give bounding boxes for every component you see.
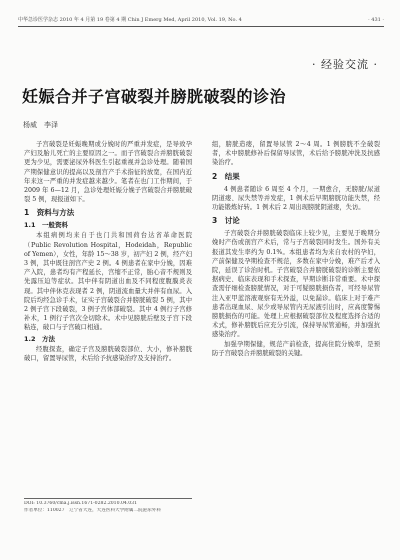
results-paragraph: 4 例患者随诊 6 周至 4 个月，一期愈合，无膀胱/尿道阴道瘘、尿失禁等并发症，1 例术后早期膀胱功能失禁，经功能锻炼好转。1 例术后 2 周出现膀胱阴道瘘，失访。 [212,185,380,212]
article-title: 妊娠合并子宫破裂并膀胱破裂的诊治 [22,87,287,106]
journal-citation-line: 中华急诊医学杂志 2010 年 4 月第 19 卷第 4 期 Chin J Emerg Med, April 2010, Vol. 19, No. 4 [18,17,242,23]
running-header [18,17,384,27]
subsection-heading-general-data: 1.1 一般资料 [24,221,69,230]
left-column [24,140,192,363]
right-column [212,140,380,358]
subsection-heading-methods: 1.2 方法 [24,334,56,343]
affiliation-line: 作者单位：110027 辽宁省大连，大连医科大学附属二院泌尿外科 [24,507,161,513]
section-heading-materials-methods: 1 资料与方法 [24,208,75,218]
section-heading-discussion: 3 讨论 [212,216,240,226]
intro-paragraph: 子宫破裂是妊娠晚期或分娩时的严重并发症，是导致孕产妇及胎儿死亡的主要原因之一。而子宫破裂合并膀胱破裂更为少见，需要泌尿外科医生引起重视并急诊处理。随着国产期保健意识的提高以及剖宫产手术指征的放宽，在国内近年来这一严重的并发症越来越少。笔者在也门工作期间，于 2009 年 6—12 月，急诊处理妊娠分娩子宫破裂合并膀胱破裂 5 例，现报道如下。 [24,141,192,204]
discussion-paragraph: 子宫破裂合并膀胱破裂临床上较少见，主要见于晚期分娩时产伤或剖宫产术后，常与子宫破裂同时发生。国外有关报道其发生率约为 0.1%。本组患者均为来自农村的孕妇，产前保健及孕期检查不规范，多数在家中分娩，难产后才入院，延误了诊治时机。子宫破裂合并膀胱破裂的诊断主要依据病史、临床表现和手术探查，早期诊断非常重要。术中探查需仔细检查膀胱情况，对于可疑膀胱损伤者，可经导尿管注入亚甲蓝溶液观察有无外溢，以免漏诊。临床上对于难产患者出现血尿、尿少或导尿管内无尿液引出时，应高度警惕膀胱损伤的可能。处理上应根据破裂部位及程度选择合适的术式，修补膀胱后应充分引流，保持导尿管通畅，并加强抗感染治疗。 [212,230,380,339]
methods-paragraph: 经腹探查，确定子宫及膀胱破裂部位、大小，修补膀胱破口，留置导尿管，术后给予抗感染治疗及支持治疗。 [24,345,192,362]
footnote [24,498,192,514]
methods-continued-paragraph: 组，膀胱造瘘，留置导尿管 2～4 周。1 例膀胱不全破裂者，术中膀胱修补后保留导尿管，术后给予膀胱冲洗及抗感染治疗。 [212,141,380,167]
section-label: · 经验交流 · [312,58,378,71]
doi-line: DOI: 10.3760/cma.j.issn.1671-0282.2010.04.031 [24,501,138,506]
discussion-paragraph-2: 加强孕期保健，规范产前检查，提高住院分娩率，是预防子宫破裂合并膀胱破裂的关键。 [212,340,380,357]
section-heading-results: 2 结果 [212,171,240,181]
article-authors: 杨威 李泽 [23,121,58,129]
general-data-paragraph: 本组病例均来自于也门共和国荷台达省革命医院（Public Revolution Hospital，Hodeidah，Republic of Yemen），女性，年龄 15～38 岁，初产妇 2 例，经产妇 3 例，其中既往剖宫产史 2 例。4 例患者在家中分娩，因难产入院，患者均有产程延长，宫缩不正常，胎心音不规则及先露压迫等症状。其中伴有阴道出血及不同程度腹膜炎表现。其中伴休克表现者 2 例，阴道流血量大并伴有血尿。入院后均经急诊手术，证实子宫破裂合并膀胱破裂 5 例，其中 2 例子宫下段破裂，3 例子宫体部破裂。其中 4 例行子宫修补术，1 例行子宫次全切除术。术中见膀胱后壁及子宫下段粘连，破口与子宫破口相通。 [24,232,192,332]
page-number: · 431 · [368,17,384,23]
